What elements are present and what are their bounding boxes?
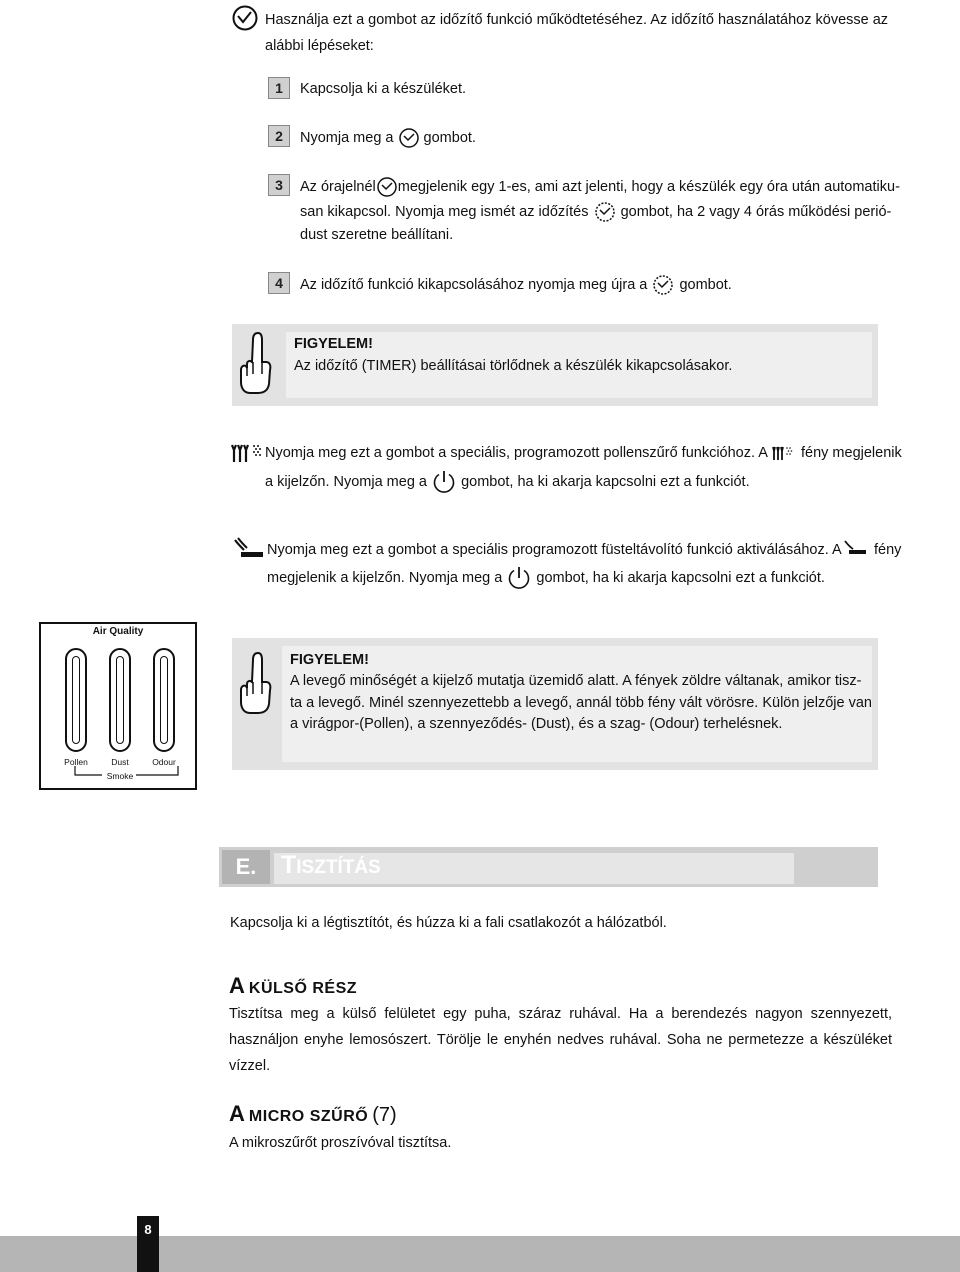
outer-heading: A KÜLSŐ RÉSZ — [229, 973, 358, 998]
micro-heading: A MICRO SZŰRŐ (7) — [229, 1101, 397, 1126]
air-quality-label-pollen: Pollen — [64, 757, 88, 767]
page-number: 8 — [137, 1216, 159, 1272]
outer-line1: Tisztítsa meg a külső felületet egy puha, száraz ruhával. Ha a berendezés nagyon szennyezett, — [229, 1006, 892, 1022]
timer-intro-line2: alábbi lépéseket: — [265, 38, 374, 54]
pointing-hand-icon — [238, 330, 274, 396]
air-quality-indicator-pollen — [65, 648, 87, 752]
pollen-line1-a: Nyomja meg ezt a gombot a speciális, programozott pollenszűrő funkcióhoz. A — [265, 445, 768, 461]
section-e-title: TISZTÍTÁS — [281, 851, 381, 879]
step-3-line1 — [300, 176, 900, 198]
power-icon — [506, 565, 532, 591]
timer-icon — [593, 201, 617, 223]
step-4-text-a: Az időzítő funkció kikapcsolásához nyomja meg újra a — [300, 276, 648, 293]
pollen-line2-b: gombot, ha ki akarja kapcsolni ezt a funkciót. — [461, 473, 750, 490]
air-quality-indicator-odour — [153, 648, 175, 752]
air-quality-indicator-dust — [109, 648, 131, 752]
outer-line2: használjon enyhe lemosószert. Törölje le enyhén nedves ruhával. Soha ne permetezze a készüléket — [229, 1032, 892, 1048]
step-3-line2-b: gombot, ha 2 vagy 4 órás működési perió- — [620, 203, 892, 220]
note1-text: Az időzítő (TIMER) beállításai törlődnek a készülék kikapcsolásakor. — [294, 358, 733, 374]
step-3-line3: dust szeretne beállítani. — [300, 227, 454, 243]
step-4-text — [300, 274, 732, 296]
timer-icon — [398, 127, 420, 149]
pollen-line2 — [265, 469, 750, 495]
note1-title: FIGYELEM! — [294, 336, 373, 352]
step-3-line1-a: Az órajelnél — [300, 178, 376, 195]
timer-intro-line1: Használja ezt a gombot az időzítő funkció működtetéséhez. Az időzítő használatához kövesse az — [265, 12, 889, 28]
pollen-icon-small — [772, 445, 794, 461]
air-quality-title: Air Quality — [92, 626, 144, 637]
step-4-text-b: gombot. — [679, 276, 732, 293]
note2-line2: ta a levegő. Minél szennyezettebb a levegő, annál több fény vált vörösre. Külön jelzője van — [290, 695, 872, 711]
step-number-1: 1 — [268, 77, 290, 99]
smoke-line1-a: Nyomja meg ezt a gombot a speciális programozott füsteltávolító funkció aktiválásához. A — [267, 542, 842, 558]
step-2-text — [300, 127, 476, 149]
pollen-icon — [231, 442, 263, 464]
step-3-line2-a: san kikapcsol. Nyomja meg ismét az időzítés — [300, 203, 589, 220]
smoke-line1-b: fény — [874, 542, 902, 558]
step-3-line1-b: megjelenik egy 1-es, ami azt jelenti, hogy a készülék egy óra után automatiku- — [397, 178, 900, 195]
note2-title: FIGYELEM! — [290, 652, 369, 668]
step-1-text: Kapcsolja ki a készüléket. — [300, 81, 467, 97]
smoke-cigarette-icon — [232, 536, 264, 560]
micro-text: A mikroszűrőt proszívóval tisztítsa. — [229, 1135, 452, 1151]
timer-icon — [231, 4, 259, 32]
section-e-letter: E. — [222, 850, 270, 884]
step-3-line2 — [300, 201, 891, 223]
step-number-4: 4 — [268, 272, 290, 294]
power-icon — [431, 469, 457, 495]
step-number-3: 3 — [268, 174, 290, 196]
step-2-text-b: gombot. — [423, 129, 476, 146]
outer-line3: vízzel. — [229, 1058, 271, 1074]
note2-line1: A levegő minőségét a kijelző mutatja üzemidő alatt. A fények zöldre váltanak, amikor tisz- — [290, 673, 862, 689]
air-quality-label-odour: Odour — [152, 757, 176, 767]
timer-icon — [651, 274, 675, 296]
step-number-2: 2 — [268, 125, 290, 147]
smoke-line2 — [267, 565, 825, 591]
air-quality-label-dust: Dust — [111, 757, 129, 767]
smoke-line2-b: gombot, ha ki akarja kapcsolni ezt a funkciót. — [536, 569, 825, 586]
pointing-hand-icon — [238, 650, 274, 716]
air-quality-label-smoke: Smoke — [106, 771, 134, 781]
step-2-text-a: Nyomja meg a — [300, 129, 394, 146]
smoke-cigarette-icon-small — [843, 538, 867, 556]
pollen-line1-b: fény megjelenik — [801, 445, 902, 461]
cleaning-intro: Kapcsolja ki a légtisztítót, és húzza ki a fali csatlakozót a hálózatból. — [230, 915, 667, 931]
note2-line3: a virágpor-(Pollen), a szennyeződés- (Dust), és a szag- (Odour) terhelésnek. — [290, 716, 783, 732]
timer-icon — [376, 176, 398, 198]
pollen-line2-a: a kijelzőn. Nyomja meg a — [265, 473, 427, 490]
smoke-line2-a: megjelenik a kijelzőn. Nyomja meg a — [267, 569, 503, 586]
